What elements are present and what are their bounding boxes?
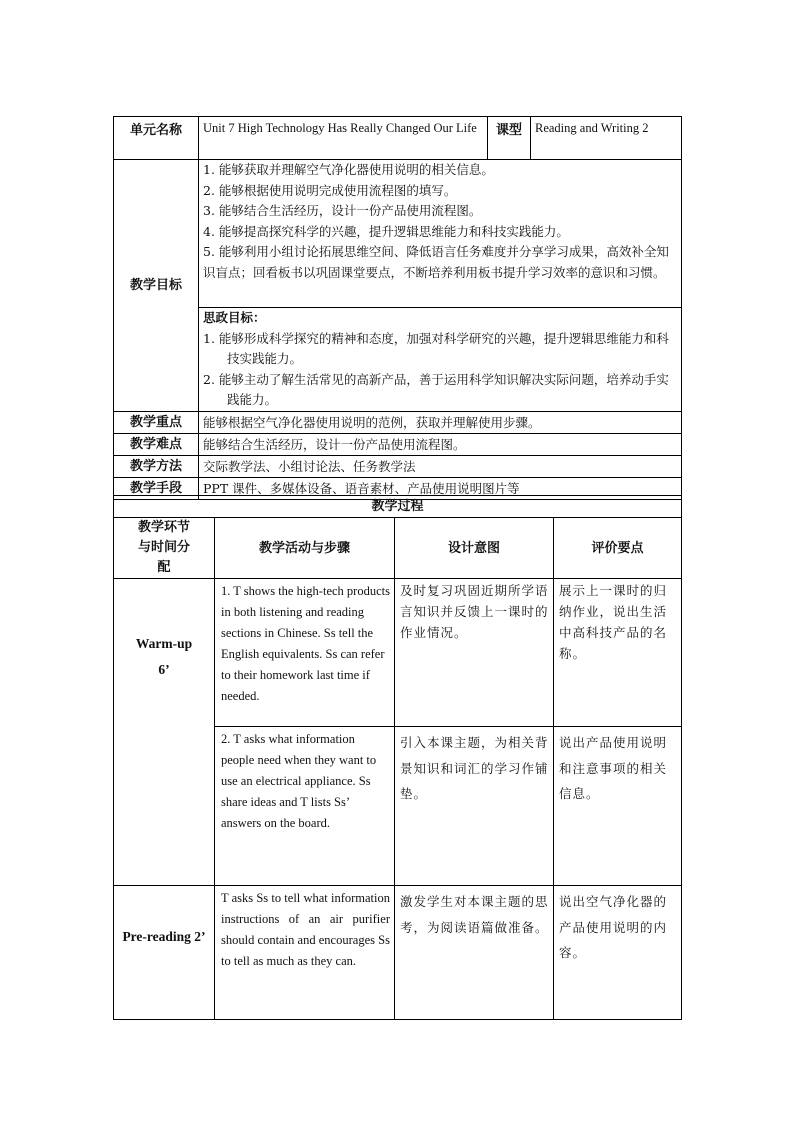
evaluation-cell: 展示上一课时的归纳作业，说出生活中高科技产品的名称。 [554,579,682,727]
evaluation-cell: 说出产品使用说明和注意事项的相关信息。 [554,727,682,886]
goal-item: 3. 能够结合生活经历，设计一份产品使用流程图。 [203,203,482,218]
activity-cell: T asks Ss to tell what information instructions of an air purifier should contain and encourages Ss to tell as much as they can. [215,886,395,1020]
difficult-points-label: 教学难点 [114,433,199,455]
key-points-label: 教学重点 [114,411,199,433]
key-points-value: 能够根据空气净化器使用说明的范例，获取并理解使用步骤。 [199,411,682,433]
table-row [114,579,682,727]
sizheng-goal-item: 2. 能够主动了解生活常见的高新产品，善于运用科学知识解决实际问题，培养动手实践能力。 [203,371,669,407]
difficult-points-value: 能够结合生活经历，设计一份产品使用流程图。 [199,433,682,455]
goal-item: 2. 能够根据使用说明完成使用流程图的填写。 [203,182,457,198]
activity-cell: 1. T shows the high-tech products in both listening and reading sections in Chinese. Ss tell the English equivalents. Ss can refer to their homework last time if needed. [215,579,395,727]
teaching-methods-value: 交际教学法、小组讨论法、任务教学法 [199,455,682,477]
lesson-type-label: 课型 [488,117,531,160]
teaching-goals-label: 教学目标 [114,160,199,412]
design-header: 设计意图 [395,518,554,579]
stage-cell [114,886,215,1020]
evaluation-header: 评价要点 [554,518,682,579]
sizheng-goals [199,308,682,412]
process-title: 教学过程 [114,496,682,518]
activity-header: 教学活动与步骤 [215,518,395,579]
stage-header-text: 教学环节与时间分配 [137,520,190,575]
teaching-process-table [113,495,682,1020]
teaching-means-label: 教学手段 [114,477,199,499]
unit-name-value: Unit 7 High Technology Has Really Changed Our Life [199,117,488,160]
activity-cell: 2. T asks what information people need when they want to use an electrical appliance. Ss share ideas and T lists Ss’ answers on the board. [215,727,395,886]
goal-item: 4. 能够提高探究科学的兴趣，提升逻辑思维能力和科技实践能力。 [203,223,569,239]
design-cell: 引入本课主题，为相关背景知识和词汇的学习作铺垫。 [395,727,554,886]
stage-text: Warm-up 6’ [135,636,193,677]
lesson-type-value: Reading and Writing 2 [531,117,682,160]
teaching-methods-label: 教学方法 [114,455,199,477]
table-row [114,886,682,1020]
goal-item: 5. 能够利用小组讨论拓展思维空间、降低语言任务难度并分享学习成果，高效补全知识盲点；回看板书以巩固课堂要点，不断培养利用板书提升学习效率的意识和习惯。 [203,244,669,280]
stage-cell [114,579,215,886]
design-cell: 激发学生对本课主题的思考，为阅读语篇做准备。 [395,886,554,1020]
evaluation-cell: 说出空气净化器的产品使用说明的内容。 [554,886,682,1020]
sizheng-goals-title: 思政目标： [203,310,266,325]
stage-text: Pre-reading 2’ [122,929,206,944]
lesson-info-table [113,116,682,500]
goal-item: 1. 能够获取并理解空气净化器使用说明的相关信息。 [203,162,494,177]
teaching-means-value: PPT 课件、多媒体设备、语音素材、产品使用说明图片等 [199,477,682,499]
sizheng-goal-item: 1. 能够形成科学探究的精神和态度，加强对科学研究的兴趣，提升逻辑思维能力和科技实践能力。 [203,330,669,366]
design-cell: 及时复习巩固近期所学语言知识并反馈上一课时的作业情况。 [395,579,554,727]
teaching-goals [199,160,682,308]
stage-header [114,518,215,579]
unit-name-label: 单元名称 [114,117,199,160]
